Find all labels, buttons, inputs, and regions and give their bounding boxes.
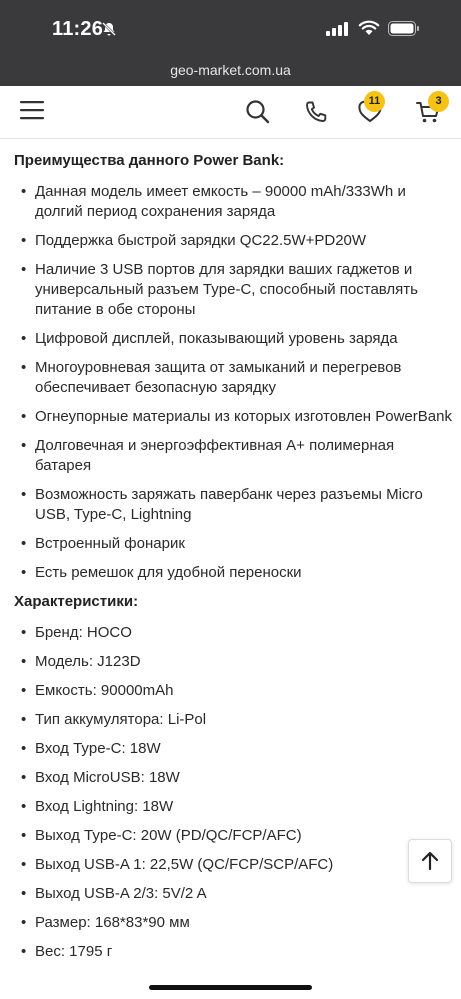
phone-icon[interactable] <box>304 99 328 130</box>
status-bar <box>0 0 461 58</box>
list-item: • Емкость: 90000mAh <box>14 681 454 701</box>
list-item: • Данная модель имеет емкость – 90000 mAh/333Wh и долгий период сохранения заряда <box>14 182 454 222</box>
list-item: • Огнеупорные материалы из которых изготовлен PowerBank <box>14 407 454 427</box>
list-item: • Бренд: HOCO <box>14 623 454 643</box>
bell-muted-icon <box>101 21 117 42</box>
home-indicator[interactable] <box>149 985 312 990</box>
cellular-signal-icon <box>326 22 350 41</box>
list-item: • Вес: 1795 г <box>14 942 454 962</box>
list-item: • Тип аккумулятора: Li-Pol <box>14 710 454 730</box>
search-icon[interactable] <box>245 99 271 130</box>
top-bar <box>0 0 461 86</box>
list-item: • Цифровой дисплей, показывающий уровень заряда <box>14 329 454 349</box>
list-item: • Выход Type-C: 20W (PD/QC/FCP/AFC) <box>14 826 454 846</box>
list-item: • Возможность заряжать павербанк через разъемы Micro USB, Type-C, Lightning <box>14 485 454 525</box>
list-item: • Выход USB-A 2/3: 5V/2 A <box>14 884 454 904</box>
list-item: • Поддержка быстрой зарядки QC22.5W+PD20W <box>14 231 454 251</box>
list-item: • Размер: 168*83*90 мм <box>14 913 454 933</box>
list-item: • Есть ремешок для удобной переноски <box>14 563 454 583</box>
list-item: • Многоуровневая защита от замыканий и перегревов обеспечивает безопасную зарядку <box>14 358 454 398</box>
arrow-up-icon <box>420 851 440 871</box>
battery-icon <box>388 21 420 41</box>
advantages-list <box>14 182 454 583</box>
browser-url[interactable]: geo-market.com.ua <box>170 62 291 78</box>
list-item: • Вход Lightning: 18W <box>14 797 454 817</box>
cart-count-badge: 3 <box>428 91 449 112</box>
specs-list <box>14 623 454 962</box>
list-item: • Модель: J123D <box>14 652 454 672</box>
list-item: • Вход Type-C: 18W <box>14 739 454 759</box>
list-item: • Выход USB-A 1: 22,5W (QC/FCP/SCP/AFC) <box>14 855 454 875</box>
list-item: • Наличие 3 USB портов для зарядки ваших гаджетов и универсальный разъем Type-C, способный поставлять питание в обе стороны <box>14 260 454 320</box>
status-time: 11:26 <box>52 18 104 40</box>
advantages-heading: Преимущества данного Power Bank: <box>14 152 285 169</box>
favorites-count-badge: 11 <box>364 91 385 112</box>
specs-heading: Характеристики: <box>14 593 139 610</box>
list-item: • Долговечная и энергоэффективная А+ полимерная батарея <box>14 436 454 476</box>
site-header <box>0 86 461 139</box>
product-description <box>14 150 454 962</box>
scroll-to-top-button[interactable] <box>408 839 452 883</box>
list-item: • Встроенный фонарик <box>14 534 454 554</box>
list-item: • Вход MicroUSB: 18W <box>14 768 454 788</box>
wifi-icon <box>358 20 380 41</box>
hamburger-menu-icon[interactable] <box>20 100 44 125</box>
